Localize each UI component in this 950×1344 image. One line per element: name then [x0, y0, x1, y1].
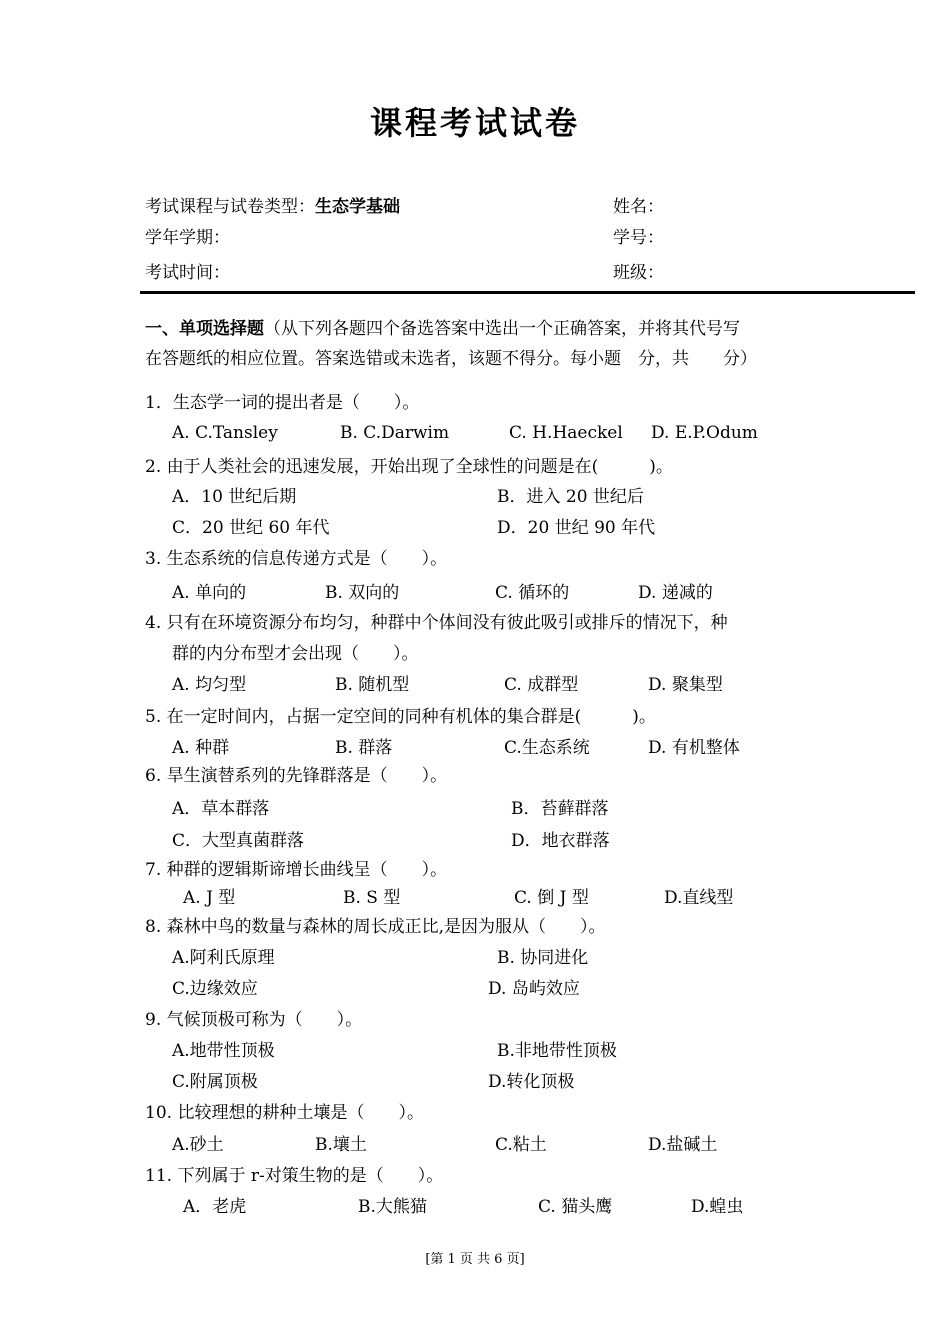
q1-option-a: A. C.Tansley	[172, 423, 278, 443]
q5-option-d: D. 有机整体	[648, 738, 740, 758]
q7-option-b: B. S 型	[343, 888, 401, 908]
q2-option-a: A．10 世纪后期	[172, 487, 297, 507]
section-heading-line	[145, 313, 740, 345]
question-9: 9. 气候顶极可称为（ ）。	[145, 1010, 363, 1030]
q3-option-d: D. 递减的	[638, 583, 713, 603]
q2-option-b: B．进入 20 世纪后	[497, 487, 644, 507]
q6-option-d: D．地衣群落	[511, 831, 610, 851]
question-4-cont: 群的内分布型才会出现（ ）。	[172, 644, 419, 664]
question-3: 3. 生态系统的信息传递方式是（ ）。	[145, 549, 448, 569]
q6-option-a: A．草本群落	[172, 799, 270, 819]
q9-option-b: B.非地带性顶极	[497, 1041, 617, 1061]
q3-option-b: B. 双向的	[325, 583, 400, 603]
question-8: 8. 森林中鸟的数量与森林的周长成正比,是因为服从（ ）。	[145, 917, 606, 937]
class-label: 班级：	[613, 263, 664, 283]
q9-option-d: D.转化顶极	[488, 1072, 575, 1092]
question-10: 10. 比较理想的耕种土壤是（ ）。	[145, 1103, 424, 1123]
question-4: 4. 只有在环境资源分布均匀，种群中个体间没有彼此吸引或排斥的情况下，种	[145, 613, 728, 633]
q7-option-d: D.直线型	[664, 888, 734, 908]
q11-option-c: C. 猫头鹰	[538, 1197, 613, 1217]
q6-option-b: B．苔藓群落	[511, 799, 609, 819]
page-footer: [第 1 页 共 6 页]	[425, 1252, 525, 1267]
section-heading: 一、单项选择题	[145, 319, 264, 339]
question-7: 7. 种群的逻辑斯谛增长曲线呈（ ）。	[145, 860, 448, 880]
course-value: 生态学基础	[315, 197, 400, 217]
q5-option-a: A. 种群	[172, 738, 230, 758]
q1-option-c: C. H.Haeckel	[509, 423, 623, 443]
q10-option-d: D.盐碱土	[648, 1135, 718, 1155]
q2-option-c: C．20 世纪 60 年代	[172, 518, 330, 538]
student-id-label: 学号：	[613, 228, 664, 248]
section-instruction: （从下列各题四个备选答案中选出一个正确答案，并将其代号写	[264, 319, 740, 339]
header-divider	[140, 291, 915, 294]
question-6: 6. 旱生演替系列的先锋群落是（ ）。	[145, 766, 448, 786]
question-11: 11. 下列属于 r-对策生物的是（ ）。	[145, 1166, 444, 1186]
q3-option-a: A. 单向的	[172, 583, 247, 603]
q7-option-a: A. J 型	[183, 888, 236, 908]
q1-option-b: B. C.Darwim	[340, 423, 450, 443]
q10-option-b: B.壤土	[315, 1135, 367, 1155]
q8-option-a: A.阿利氏原理	[172, 948, 275, 968]
q3-option-c: C. 循环的	[495, 583, 570, 603]
q10-option-c: C.粘土	[495, 1135, 547, 1155]
q11-option-d: D.蝗虫	[691, 1197, 744, 1217]
question-2: 2. 由于人类社会的迅速发展，开始出现了全球性的问题是在( )。	[145, 457, 673, 477]
course-label: 考试课程与试卷类型：	[145, 197, 315, 217]
q10-option-a: A.砂土	[172, 1135, 224, 1155]
q4-option-a: A. 均匀型	[172, 675, 247, 695]
course-line	[145, 192, 400, 217]
q5-option-b: B. 群落	[335, 738, 393, 758]
q9-option-c: C.附属顶极	[172, 1072, 258, 1092]
question-1: 1．生态学一词的提出者是（ ）。	[145, 393, 420, 413]
q11-option-a: A．老虎	[183, 1197, 247, 1217]
q11-option-b: B.大熊猫	[358, 1197, 427, 1217]
q8-option-c: C.边缘效应	[172, 979, 258, 999]
q5-option-c: C.生态系统	[504, 738, 590, 758]
q9-option-a: A.地带性顶极	[172, 1041, 275, 1061]
q7-option-c: C. 倒 J 型	[514, 888, 589, 908]
name-label: 姓名：	[613, 197, 664, 217]
q2-option-d: D．20 世纪 90 年代	[497, 518, 656, 538]
term-label: 学年学期：	[145, 228, 230, 248]
q8-option-b: B. 协同进化	[497, 948, 589, 968]
section-instruction-cont: 在答题纸的相应位置。答案选错或未选者，该题不得分。每小题 分，共 分）	[145, 349, 757, 369]
q1-option-d: D. E.P.Odum	[651, 423, 758, 443]
q4-option-d: D. 聚集型	[648, 675, 723, 695]
question-5: 5. 在一定时间内，占据一定空间的同种有机体的集合群是( )。	[145, 707, 656, 727]
q6-option-c: C．大型真菌群落	[172, 831, 305, 851]
page-title: 课程考试试卷	[369, 104, 580, 142]
q4-option-c: C. 成群型	[504, 675, 579, 695]
time-label: 考试时间：	[145, 263, 230, 283]
q4-option-b: B. 随机型	[335, 675, 410, 695]
q8-option-d: D. 岛屿效应	[488, 979, 580, 999]
